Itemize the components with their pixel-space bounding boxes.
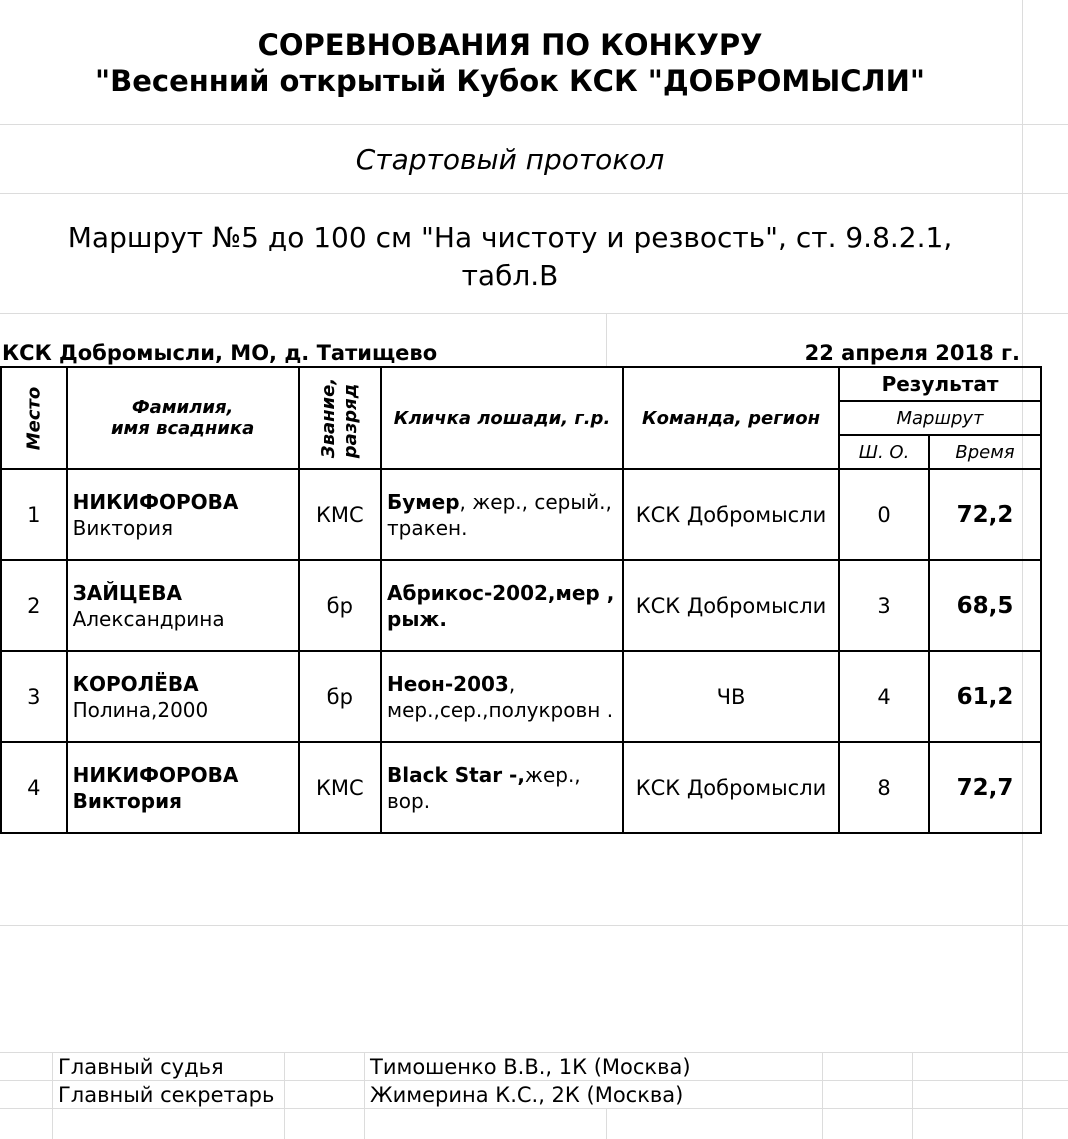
horse-name: Black Star -, xyxy=(387,762,525,787)
rider-name: Александрина xyxy=(72,606,225,631)
penalties-cell: 8 xyxy=(839,742,929,833)
horse-cell xyxy=(381,560,623,651)
rider-cell xyxy=(67,651,299,742)
rank-cell: КМС xyxy=(299,469,381,560)
horse-info: , жер., серый., тракен. xyxy=(387,489,612,540)
horse-name: Неон-2003 xyxy=(387,671,509,696)
time-cell: 68,5 xyxy=(929,560,1041,651)
horse-name: Абрикос-2002,мер , рыж. xyxy=(387,580,615,631)
col-time-header: Время xyxy=(929,435,1041,469)
chief-secretary-label: Главный секретарь xyxy=(58,1083,275,1107)
rank-cell: бр xyxy=(299,651,381,742)
rider-cell xyxy=(67,560,299,651)
horse-name: Бумер xyxy=(387,489,460,514)
rider-surname: НИКИФОРОВА xyxy=(72,489,239,514)
table-row xyxy=(1,469,1041,560)
col-rider-header: Фамилия, имя всадника xyxy=(67,367,299,469)
rider-name: Полина,2000 xyxy=(72,697,209,722)
competition-title: СОРЕВНОВАНИЯ ПО КОНКУРУ xyxy=(257,28,763,62)
penalties-cell: 4 xyxy=(839,651,929,742)
rider-name: Виктория xyxy=(72,515,174,540)
chief-judge-name: Тимошенко В.В., 1К (Москва) xyxy=(370,1055,691,1079)
time-cell: 72,7 xyxy=(929,742,1041,833)
table-row xyxy=(1,742,1041,833)
team-cell: ЧВ xyxy=(623,651,839,742)
start-list-table xyxy=(0,366,1042,834)
table-row xyxy=(1,651,1041,742)
col-team-header: Команда, регион xyxy=(623,367,839,469)
horse-cell xyxy=(381,651,623,742)
rider-cell xyxy=(67,469,299,560)
rider-surname: НИКИФОРОВА xyxy=(72,762,239,787)
col-result-header: Результат xyxy=(839,367,1041,401)
rank-cell: бр xyxy=(299,560,381,651)
rider-surname: ЗАЙЦЕВА xyxy=(72,580,182,605)
place-cell: 3 xyxy=(1,651,67,742)
time-cell: 72,2 xyxy=(929,469,1041,560)
team-cell: КСК Добромысли xyxy=(623,469,839,560)
col-place-header: Место xyxy=(1,367,67,469)
table-row xyxy=(1,560,1041,651)
rider-cell xyxy=(67,742,299,833)
penalties-cell: 0 xyxy=(839,469,929,560)
venue: КСК Добромысли, МО, д. Татищево xyxy=(2,341,438,365)
place-cell: 2 xyxy=(1,560,67,651)
col-rank-header: Звание, разряд xyxy=(299,367,381,469)
protocol-subtitle: Стартовый протокол xyxy=(355,143,665,176)
time-cell: 61,2 xyxy=(929,651,1041,742)
rider-name: Виктория xyxy=(72,788,182,813)
rank-cell: КМС xyxy=(299,742,381,833)
event-date: 22 апреля 2018 г. xyxy=(804,341,1020,365)
place-cell: 1 xyxy=(1,469,67,560)
team-cell: КСК Добромысли xyxy=(623,742,839,833)
cup-title: "Весенний открытый Кубок КСК "ДОБРОМЫСЛИ" xyxy=(95,64,925,98)
col-route-header: Маршрут xyxy=(839,401,1041,435)
penalties-cell: 3 xyxy=(839,560,929,651)
route-table-ref: табл.В xyxy=(461,259,559,292)
chief-secretary-name: Жимерина К.С., 2К (Москва) xyxy=(370,1083,684,1107)
place-cell: 4 xyxy=(1,742,67,833)
horse-info: , мер.,сер.,полукровн . xyxy=(387,671,614,722)
col-penalties-header: Ш. О. xyxy=(839,435,929,469)
chief-judge-label: Главный судья xyxy=(58,1055,224,1079)
horse-cell xyxy=(381,469,623,560)
team-cell: КСК Добромысли xyxy=(623,560,839,651)
col-horse-header: Кличка лошади, г.р. xyxy=(381,367,623,469)
horse-cell xyxy=(381,742,623,833)
route-description: Маршрут №5 до 100 см "На чистоту и резвость", ст. 9.8.2.1, xyxy=(67,221,953,254)
horse-info: жер., вор. xyxy=(387,762,581,813)
rider-surname: КОРОЛЁВА xyxy=(72,671,199,696)
